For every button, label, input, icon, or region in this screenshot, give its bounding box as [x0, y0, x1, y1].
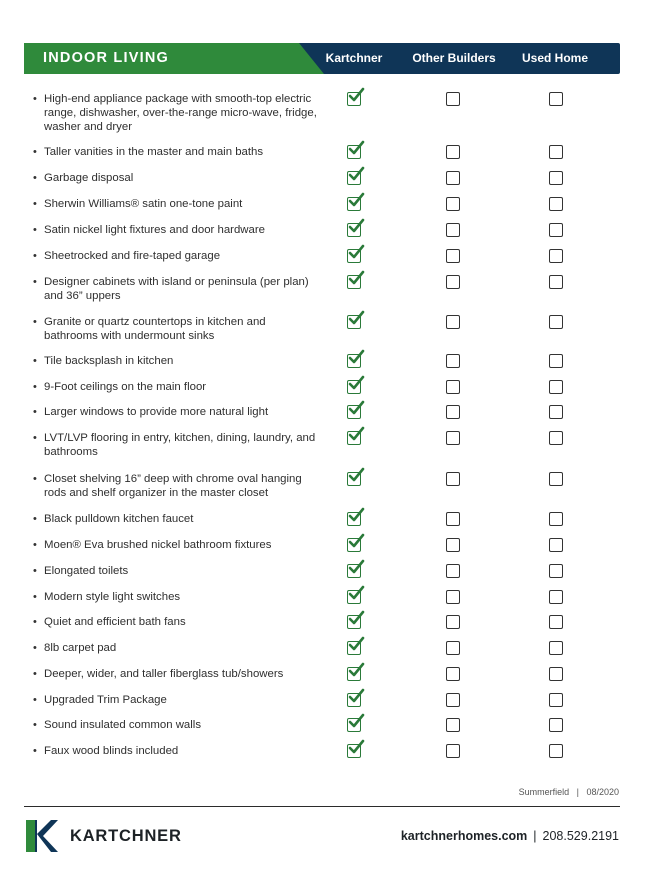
footnote: [519, 787, 619, 797]
checkbox-used-home[interactable]: [549, 744, 563, 758]
bullet-icon: •: [33, 565, 37, 577]
feature-text: Taller vanities in the master and main baths: [44, 146, 264, 158]
checkbox-kartchner[interactable]: [347, 718, 361, 732]
checkbox-kartchner[interactable]: [347, 405, 361, 419]
checkbox-kartchner[interactable]: [347, 197, 361, 211]
section-title: INDOOR LIVING: [43, 50, 169, 66]
feature-text: Black pulldown kitchen faucet: [44, 513, 194, 525]
bullet-icon: •: [33, 146, 37, 158]
feature-text: 8lb carpet pad: [44, 642, 117, 654]
feature-text: Granite or quartz countertops in kitchen and bathrooms with undermount sinks: [44, 316, 266, 342]
checkbox-other-builders[interactable]: [446, 472, 460, 486]
feature-text: Sheetrocked and fire-taped garage: [44, 250, 221, 262]
checkbox-other-builders[interactable]: [446, 693, 460, 707]
community-name: Summerfield: [518, 787, 570, 797]
checkbox-used-home[interactable]: [549, 641, 563, 655]
feature-text: LVT/LVP flooring in entry, kitchen, dining, laundry, and bathrooms: [44, 432, 316, 458]
phone-number: 208.529.2191: [542, 829, 619, 843]
checkbox-used-home[interactable]: [549, 538, 563, 552]
checkbox-used-home[interactable]: [549, 431, 563, 445]
checkbox-kartchner[interactable]: [347, 693, 361, 707]
feature-text: Upgraded Trim Package: [44, 694, 167, 706]
checkbox-kartchner[interactable]: [347, 472, 361, 486]
bullet-icon: •: [33, 172, 37, 184]
checkbox-used-home[interactable]: [549, 615, 563, 629]
checkbox-other-builders[interactable]: [446, 405, 460, 419]
bullet-icon: •: [33, 591, 37, 603]
checkbox-other-builders[interactable]: [446, 171, 460, 185]
feature-text: Sound insulated common walls: [44, 719, 202, 731]
checkbox-kartchner[interactable]: [347, 590, 361, 604]
feature-text: Closet shelving 16” deep with chrome oval hanging rods and shelf organizer in the master closet: [44, 473, 302, 499]
checkbox-used-home[interactable]: [549, 92, 563, 106]
website-link[interactable]: kartchnerhomes.com: [400, 829, 528, 843]
checkbox-other-builders[interactable]: [446, 512, 460, 526]
k-logo-icon: [24, 818, 60, 854]
bullet-icon: •: [33, 473, 37, 485]
bullet-icon: •: [33, 745, 37, 757]
footnote-separator: |: [576, 787, 579, 797]
checkbox-other-builders[interactable]: [446, 197, 460, 211]
bullet-icon: •: [33, 224, 37, 236]
contact-info: [401, 829, 619, 843]
feature-text: Tile backsplash in kitchen: [44, 355, 174, 367]
logo-wordmark: KARTCHNER: [70, 827, 182, 845]
checkbox-other-builders[interactable]: [446, 615, 460, 629]
checkbox-kartchner[interactable]: [347, 431, 361, 445]
bullet-icon: •: [33, 250, 37, 262]
checkbox-kartchner[interactable]: [347, 92, 361, 106]
feature-text: Sherwin Williams® satin one-tone paint: [44, 198, 243, 210]
checkbox-kartchner[interactable]: [347, 615, 361, 629]
checkbox-kartchner[interactable]: [347, 380, 361, 394]
checkbox-kartchner[interactable]: [347, 564, 361, 578]
feature-text: Deeper, wider, and taller fiberglass tub/showers: [44, 668, 284, 680]
checkbox-other-builders[interactable]: [446, 145, 460, 159]
checkbox-other-builders[interactable]: [446, 667, 460, 681]
bullet-icon: •: [33, 381, 37, 393]
checkbox-other-builders[interactable]: [446, 249, 460, 263]
checkbox-other-builders[interactable]: [446, 92, 460, 106]
checkbox-other-builders[interactable]: [446, 223, 460, 237]
checkbox-used-home[interactable]: [549, 275, 563, 289]
bullet-icon: •: [33, 616, 37, 628]
checkbox-used-home[interactable]: [549, 512, 563, 526]
checkbox-kartchner[interactable]: [347, 354, 361, 368]
checkbox-kartchner[interactable]: [347, 744, 361, 758]
bullet-icon: •: [33, 316, 37, 328]
feature-text: Satin nickel light fixtures and door hardware: [44, 224, 265, 236]
feature-text: Modern style light switches: [44, 591, 181, 603]
checkbox-kartchner[interactable]: [347, 315, 361, 329]
bullet-icon: •: [33, 93, 37, 105]
checkbox-used-home[interactable]: [549, 145, 563, 159]
bullet-icon: •: [33, 668, 37, 680]
checkbox-used-home[interactable]: [549, 590, 563, 604]
feature-text: Quiet and efficient bath fans: [44, 616, 186, 628]
checkbox-used-home[interactable]: [549, 171, 563, 185]
column-header-used-home: Used Home: [521, 51, 589, 65]
checkbox-kartchner[interactable]: [347, 249, 361, 263]
checkbox-other-builders[interactable]: [446, 315, 460, 329]
bullet-icon: •: [33, 642, 37, 654]
feature-text: Elongated toilets: [44, 565, 129, 577]
bullet-icon: •: [33, 513, 37, 525]
checkbox-other-builders[interactable]: [446, 538, 460, 552]
checkbox-other-builders[interactable]: [446, 718, 460, 732]
feature-text: 9-Foot ceilings on the main floor: [44, 381, 207, 393]
contact-separator: |: [533, 829, 537, 843]
checkbox-kartchner[interactable]: [347, 512, 361, 526]
checkbox-used-home[interactable]: [549, 380, 563, 394]
checkbox-other-builders[interactable]: [446, 380, 460, 394]
checkbox-kartchner[interactable]: [347, 223, 361, 237]
feature-text: High-end appliance package with smooth-top electric range, dishwasher, over-the-range micro-wave, fridge, washer and dryer: [44, 93, 317, 133]
checkbox-used-home[interactable]: [549, 354, 563, 368]
checkbox-other-builders[interactable]: [446, 431, 460, 445]
checkbox-used-home[interactable]: [549, 564, 563, 578]
checkbox-kartchner[interactable]: [347, 641, 361, 655]
checkbox-kartchner[interactable]: [347, 667, 361, 681]
checkbox-used-home[interactable]: [549, 718, 563, 732]
feature-text: Moen® Eva brushed nickel bathroom fixtures: [44, 539, 272, 551]
column-header-kartchner: Kartchner: [325, 51, 383, 65]
checkbox-used-home[interactable]: [549, 472, 563, 486]
feature-text: Designer cabinets with island or peninsula (per plan) and 36” uppers: [44, 276, 309, 302]
checkbox-kartchner[interactable]: [347, 171, 361, 185]
bullet-icon: •: [33, 719, 37, 731]
footer-divider: [24, 806, 620, 807]
bullet-icon: •: [33, 198, 37, 210]
bullet-icon: •: [33, 694, 37, 706]
checkbox-used-home[interactable]: [549, 667, 563, 681]
checkbox-other-builders[interactable]: [446, 590, 460, 604]
checkbox-used-home[interactable]: [549, 405, 563, 419]
checkbox-used-home[interactable]: [549, 315, 563, 329]
section-header: [24, 43, 620, 74]
bullet-icon: •: [33, 539, 37, 551]
checkbox-used-home[interactable]: [549, 223, 563, 237]
column-header-other-builders: Other Builders: [412, 51, 496, 65]
checkbox-other-builders[interactable]: [446, 354, 460, 368]
bullet-icon: •: [33, 355, 37, 367]
checkbox-kartchner[interactable]: [347, 145, 361, 159]
checkbox-used-home[interactable]: [549, 197, 563, 211]
checkbox-other-builders[interactable]: [446, 641, 460, 655]
checkbox-used-home[interactable]: [549, 249, 563, 263]
bullet-icon: •: [33, 432, 37, 444]
feature-text: Faux wood blinds included: [44, 745, 179, 757]
checkbox-kartchner[interactable]: [347, 538, 361, 552]
feature-text: Garbage disposal: [44, 172, 134, 184]
feature-text: Larger windows to provide more natural light: [44, 406, 269, 418]
bullet-icon: •: [33, 276, 37, 288]
checkbox-other-builders[interactable]: [446, 275, 460, 289]
checkbox-other-builders[interactable]: [446, 564, 460, 578]
document-date: 08/2020: [586, 787, 619, 797]
bullet-icon: •: [33, 406, 37, 418]
checkbox-used-home[interactable]: [549, 693, 563, 707]
checkbox-kartchner[interactable]: [347, 275, 361, 289]
checkbox-other-builders[interactable]: [446, 744, 460, 758]
